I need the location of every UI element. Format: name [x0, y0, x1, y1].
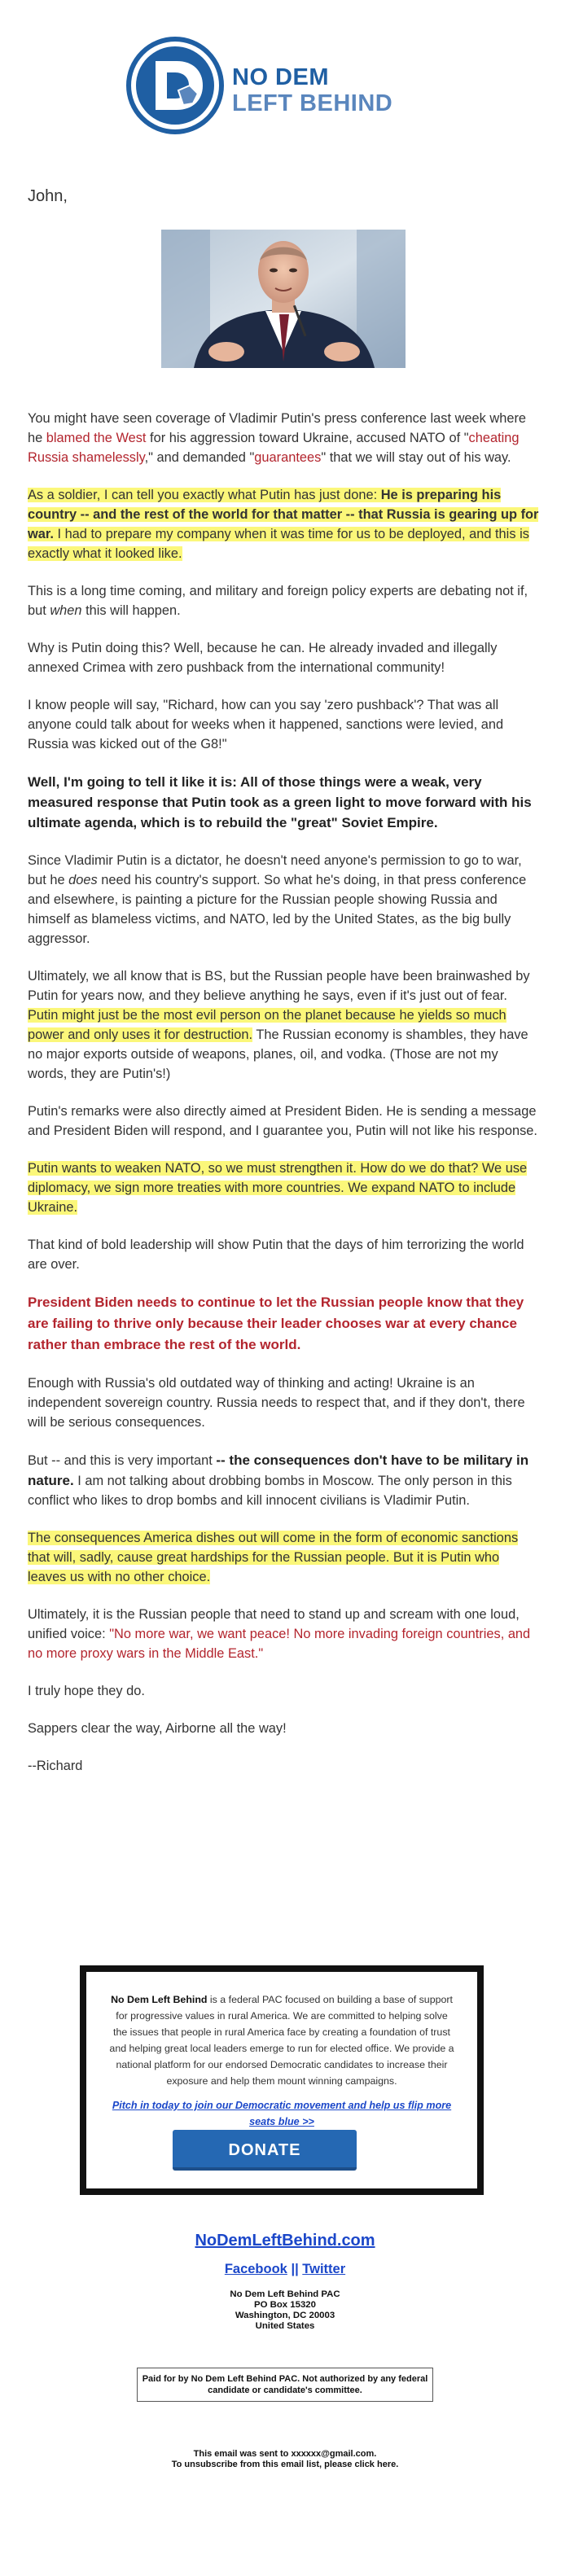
paragraph-5: I know people will say, "Richard, how can you say 'zero pushback'? That was all anyone could talk about for weeks when it happened, sanctions were levied, and Russia was kicked out of the G8!": [28, 698, 504, 751]
guarantees-link[interactable]: guarantees: [254, 450, 322, 465]
pac-info-box: [80, 1965, 484, 2195]
p14-bold: -- the consequences don't have to be military in nature.: [28, 1452, 529, 1488]
p7-text-a: Since Vladimir Putin is a dictator, he doesn't need anyone's permission to go to war, but he: [28, 853, 522, 887]
p7-text-b: need his country's support. So what he's doing, in that press conference and elsewhere, is painting a picture for the Russian people showing Russia and himself as blameless victims, and NATO, led by the United States, as the big bully aggressor.: [28, 873, 527, 946]
website-link[interactable]: NoDemLeftBehind.com: [195, 2232, 375, 2250]
p10-highlight: Putin wants to weaken NATO, so we must strengthen it. How do we do that? We use diplomacy, we sign more treaties with more countries. We expand NATO to include Ukraine.: [28, 1161, 528, 1215]
p2-text-a: As a soldier, I can tell you exactly what Putin has just done:: [28, 488, 381, 502]
paragraph-6: Well, I'm going to tell it like it is: All of those things were a weak, very measured response that Putin took as a green light to move forward with his ultimate agenda, which is to rebuild the "great" Soviet Empire.: [28, 774, 532, 830]
sent-to-notice: This email was sent to xxxxxx@gmail.com.: [193, 2449, 377, 2459]
logo-wordmark: [232, 64, 392, 116]
paragraph-18: Sappers clear the way, Airborne all the way!: [28, 1721, 287, 1736]
social-separator: ||: [291, 2262, 299, 2276]
pac-name: No Dem Left Behind: [111, 1994, 208, 2005]
cheating-russia-link[interactable]: cheating Russia shamelessly: [28, 431, 520, 465]
p3-text-b: this will happen.: [81, 603, 181, 618]
paragraph-3: [28, 581, 539, 620]
p7-emphasis: does: [68, 873, 98, 887]
mailing-address: [0, 2289, 570, 2332]
letter-body: [28, 409, 539, 1794]
putin-photo: [161, 230, 406, 368]
p1-text-a: You might have seen coverage of Vladimir Putin's press conference last week where he: [28, 411, 527, 445]
greeting: John,: [28, 187, 68, 205]
p14-text-a: But -- and this is very important: [28, 1453, 217, 1468]
address-line-3: Washington, DC 20003: [235, 2311, 335, 2320]
p16-text-a: Ultimately, it is the Russian people that need to stand up and scream with one loud, unified voice:: [28, 1607, 520, 1641]
facebook-link[interactable]: Facebook: [224, 2262, 287, 2276]
pac-description: [109, 1991, 454, 2130]
p8-highlight: Putin might just be the most evil person on the planet because he yields so much power and only uses it for destruction.: [28, 1008, 506, 1042]
paragraph-7: [28, 851, 539, 948]
p14-text-c: I am not talking about drobbing bombs in Moscow. The only person in this conflict who likes to drop bombs and kill innocent civilians is Vladimir Putin.: [28, 1474, 512, 1508]
paragraph-11: That kind of bold leadership will show Putin that the days of him terrorizing the world are over.: [28, 1238, 524, 1272]
address-line-4: United States: [255, 2321, 315, 2331]
social-links: [0, 2262, 570, 2277]
paragraph-15: [28, 1528, 539, 1587]
p3-emphasis: when: [50, 603, 82, 618]
paragraph-9: Putin's remarks were also directly aimed at President Biden. He is sending a message and President Biden will respond, and I guarantee you, Putin will not like his response.: [28, 1104, 537, 1138]
pitch-in-link[interactable]: Pitch in today to join our Democratic movement and help us flip more seats blue >>: [112, 2100, 452, 2127]
p15-highlight: The consequences America dishes out will come in the form of economic sanctions that will, sadly, cause great hardships for the Russian people. But it is Putin who leaves us with no other choice.: [28, 1531, 519, 1584]
paragraph-12: President Biden needs to continue to let the Russian people know that they are failing to thrive only because their leader chooses war at every chance rather than embrace the rest of the world.: [28, 1295, 524, 1352]
donate-button[interactable]: DONATE: [173, 2130, 357, 2171]
p1-text-c: ," and demanded ": [144, 450, 255, 465]
pac-desc-text: is a federal PAC focused on building a base of support for progressive values in rural America. We are committed to helping solve the issues that people in rural America face by creating a foundation of trust and helping great local leaders emerge to run for elected office. We provide a national platform for our endorsed Democratic candidates to increase their exposure and help them mount winning campaigns.: [109, 1994, 454, 2087]
paragraph-13: Enough with Russia's old outdated way of thinking and acting! Ukraine is an independent sovereign country. Russia needs to respect that, and if they don't, there will be serious consequences.: [28, 1376, 525, 1430]
paragraph-17: I truly hope they do.: [28, 1684, 145, 1698]
logo-line-1: NO DEM: [232, 64, 329, 90]
paragraph-2: [28, 485, 539, 563]
paragraph-1: [28, 409, 539, 467]
unsubscribe-footer: [0, 2449, 570, 2470]
paragraph-4: Why is Putin doing this? Well, because he can. He already invaded and illegally annexed Crimea with zero pushback from the international community!: [28, 641, 498, 675]
paragraph-14: [28, 1450, 539, 1510]
paid-for-disclaimer: Paid for by No Dem Left Behind PAC. Not authorized by any federal candidate or candidate's committee.: [137, 2368, 433, 2402]
logo-d-emblem-icon: [126, 37, 224, 134]
p1-text-b: for his aggression toward Ukraine, accused NATO of ": [146, 431, 469, 445]
portrait-image-icon: [161, 230, 406, 368]
paragraph-10: [28, 1159, 539, 1217]
p2-text-c: I had to prepare my company when it was time for us to be deployed, and this is exactly what it looked like.: [28, 527, 529, 561]
twitter-link[interactable]: Twitter: [302, 2262, 346, 2276]
p3-text-a: This is a long time coming, and military and foreign policy experts are debating not if, but: [28, 584, 528, 618]
brand-logo[interactable]: [126, 37, 452, 134]
p8-text-b: The Russian economy is shambles, they have no major exports outside of weapons, planes, oil, and vodka. (Those are not my words, they are Putin's!): [28, 1027, 528, 1081]
address-line-2: PO Box 15320: [254, 2300, 316, 2310]
signature: --Richard: [28, 1759, 83, 1773]
logo-line-2: LEFT BEHIND: [232, 90, 393, 116]
p16-quote: "No more war, we want peace! No more invading foreign countries, and no more proxy wars in the Middle East.": [28, 1627, 531, 1661]
paragraph-16: [28, 1605, 539, 1663]
site-link-row: [0, 2232, 570, 2250]
p2-text-bold: He is preparing his country -- and the rest of the world for that matter -- that Russia is gearing up for war.: [28, 488, 539, 541]
address-line-1: No Dem Left Behind PAC: [230, 2289, 340, 2299]
unsubscribe-link[interactable]: To unsubscribe from this email list, please click here.: [171, 2460, 399, 2469]
blamed-west-link[interactable]: blamed the West: [46, 431, 147, 445]
p8-text-a: Ultimately, we all know that is BS, but the Russian people have been brainwashed by Putin for years now, and they believe anything he says, even if it's just out of fear.: [28, 969, 530, 1003]
p1-text-d: " that we will stay out of his way.: [321, 450, 511, 465]
paragraph-8: [28, 966, 539, 1084]
